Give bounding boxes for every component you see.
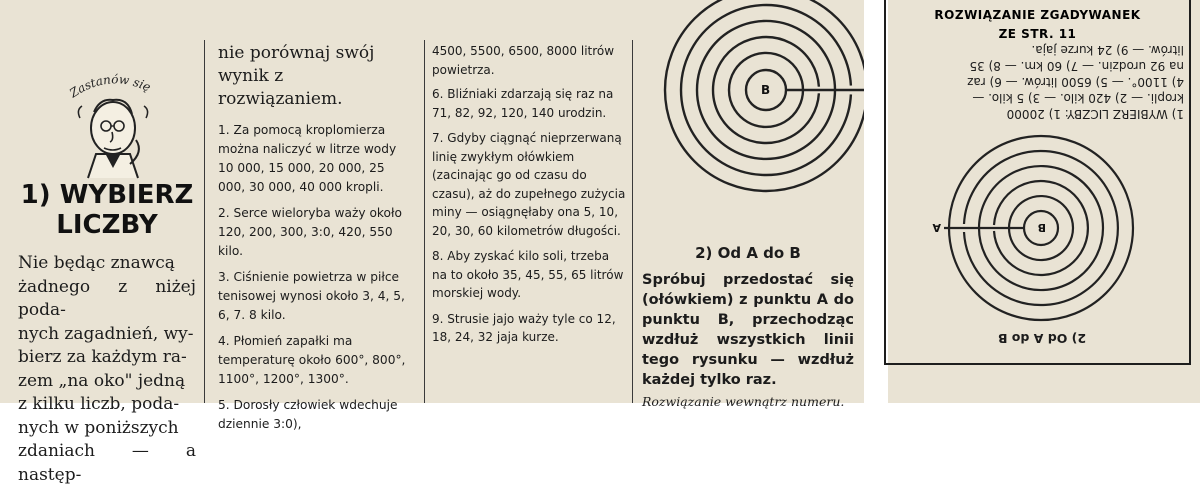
- question-item: 6. Bliźniaki zdarzają się raz na 71, 82, 92, 120, 140 urodzin.: [432, 87, 614, 120]
- intro-line: z kilku liczb, poda-: [18, 394, 180, 414]
- puzzle1-intro-column: [18, 60, 196, 487]
- thought-caption: Zastanów się: [67, 72, 153, 101]
- puzzle2-note: Rozwiązanie wewnątrz numeru.: [642, 394, 845, 409]
- column-rule: [632, 40, 633, 403]
- puzzle1-column2: [218, 42, 408, 441]
- answer-footer-upside-down: 2) Od A do B: [997, 331, 1087, 346]
- question-item: 8. Aby zyskać kilo soli, trzeba na to około 35, 45, 55, 65 litrów morskiej wody.: [432, 249, 624, 300]
- puzzle1-column3: [432, 42, 626, 354]
- maze-solution-upside-down: [916, 128, 1166, 328]
- column2-lead: nie porównaj swój wynik z rozwiązaniem.: [218, 43, 375, 109]
- answer-header: ROZWIĄZANIE ZGADYWANEK: [934, 8, 1141, 22]
- question-item: 3. Ciśnienie powietrza w piłce tenisowej wynosi około 3, 4, 5, 6, 7. 8 kilo.: [218, 270, 405, 322]
- intro-line: nych w poniższych: [18, 417, 179, 438]
- answer-line: kropli. — 2) 420 kilo. — 3) 5 kilo. —: [972, 91, 1184, 105]
- answer-subheader: ZE STR. 11: [998, 27, 1077, 41]
- answer-line: 1) WYBIERZ LICZBY: 1) 20000: [1006, 107, 1184, 121]
- intro-line: zem „na oko" jedną: [18, 370, 186, 391]
- intro-line: zdaniach — a następ-: [18, 441, 196, 485]
- question-item: 9. Strusie jajo waży tyle co 12, 18, 24, 32 jaja kurze.: [432, 311, 616, 344]
- question-item: 4. Płomień zapałki ma temperaturę około 600°, 800°, 1100°, 1200°, 1300°.: [218, 334, 406, 386]
- puzzle2-title: 2) Od A do B: [695, 244, 801, 262]
- puzzle2-text: Spróbuj przedostać się (ołówkiem) z punktu A do punktu B, przechodząc wzdłuż wszystkich linii tego rysunku — wzdłuż każdej tylko raz.: [642, 272, 854, 388]
- solution-point-b-label: B: [1037, 221, 1046, 234]
- answer-text-upside-down: [900, 42, 1184, 122]
- answer-line: na 92 urodzin. — 7) 60 km. — 8) 35: [969, 59, 1184, 73]
- answer-line: litrów. — 9) 24 kurze jaja.: [1031, 43, 1184, 57]
- question-item: 1. Za pomocą kroplomierza można naliczyć w litrze wody 10 000, 15 000, 20 000, 25 000, 30 000, 40 000 kropli.: [218, 123, 397, 194]
- question-item-continued: 4500, 5500, 6500, 8000 litrów powietrza.: [432, 44, 615, 77]
- maze-illustration: [640, 0, 864, 230]
- column-rule: [424, 40, 425, 403]
- thinking-man-illustration: [18, 60, 196, 180]
- column-rule: [204, 40, 205, 403]
- solution-point-a-label: A: [932, 221, 941, 234]
- answer-box: [884, 0, 1191, 365]
- thinking-man-icon: [18, 60, 196, 180]
- intro-line: nych zagadnień, wy-: [18, 323, 194, 344]
- answer-line: 4) 1100°. — 5) 6500 litrów. — 6) raz: [967, 75, 1184, 89]
- puzzle1-intro: [18, 252, 196, 487]
- puzzle2-column: [642, 244, 854, 409]
- intro-line: bierz za każdym ra-: [18, 347, 187, 367]
- intro-line: żadnego z niżej poda-: [18, 276, 196, 320]
- question-item: 2. Serce wieloryba waży około 120, 200, 300, 3:0, 420, 550 kilo.: [218, 206, 402, 258]
- puzzle1-title: 1) WYBIERZ LICZBY: [20, 180, 194, 240]
- question-item: 7. Gdyby ciągnąć nieprzerwaną linię zwykłym ołówkiem (zacinając go od czasu do czasu), aż do zupełnego zużycia miny — osiągnęłaby ona 5, 10, 20, 30, 60 kilometrów długości.: [432, 131, 626, 238]
- intro-line: Nie będąc znawcą: [18, 253, 175, 273]
- maze-point-b-label: B: [761, 83, 771, 97]
- question-item: 5. Dorosły człowiek wdechuje dziennie 3:0),: [218, 398, 398, 431]
